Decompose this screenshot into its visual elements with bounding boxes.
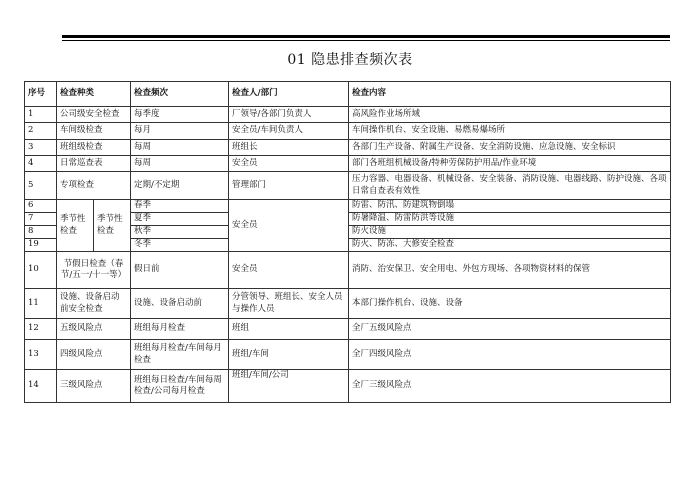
table-row: [25, 340, 671, 370]
row-content: 防雷、防汛、防建筑物倒塌: [349, 200, 671, 213]
row-content: 全厂五级风险点: [349, 319, 671, 340]
header-type: 检查种类: [57, 82, 131, 107]
row-no: 19: [25, 239, 57, 252]
row-content: 防火设施: [349, 226, 671, 239]
row-content: 压力容器、电器设备、机械设备、安全装备、消防设施、电器线路、防护设施、各项日常自查表有效性: [349, 172, 671, 200]
table-header-row: [25, 82, 671, 107]
row-type: 公司级安全检查: [57, 107, 131, 123]
row-frequency: 班组每日检查/车间每周检查/公司每月检查: [131, 370, 229, 403]
row-frequency: 每周: [131, 140, 229, 156]
top-rule-thick: [62, 35, 670, 38]
row-frequency: 设施、设备启动前: [131, 289, 229, 319]
table-row: [25, 289, 671, 319]
row-no: 6: [25, 200, 57, 213]
table-row: [25, 156, 671, 172]
table-row: [25, 172, 671, 200]
row-content: 车间操作机台、安全设施、易燃易爆场所: [349, 123, 671, 140]
row-no: 5: [25, 172, 57, 200]
row-type: 专项检查: [57, 172, 131, 200]
row-person: 厂领导/各部门负责人: [229, 107, 349, 123]
row-frequency: 定期/不定期: [131, 172, 229, 200]
row-no: 4: [25, 156, 57, 172]
row-person: 安全员/车间负责人: [229, 123, 349, 140]
row-no: 13: [25, 340, 57, 370]
row-content: 防暑降温、防雷防洪等设施: [349, 213, 671, 226]
row-no: 1: [25, 107, 57, 123]
seasonal-frequency-label: 季节性检查: [94, 200, 131, 252]
header-frequency: 检查频次: [131, 82, 229, 107]
table-row: [25, 123, 671, 140]
row-type: 车间级检查: [57, 123, 131, 140]
row-person: 安全员: [229, 156, 349, 172]
table-row: [25, 319, 671, 340]
row-type: 五级风险点: [57, 319, 131, 340]
row-frequency: 班组每月检查/车间每月检查: [131, 340, 229, 370]
seasonal-type: 季节性检查: [57, 200, 94, 252]
row-content: 本部门操作机台、设施、设备: [349, 289, 671, 319]
row-content: 各部门生产设备、附属生产设备、安全消防设施、应急设施、安全标识: [349, 140, 671, 156]
header-no: 序号: [25, 82, 57, 107]
row-content: 消防、治安保卫、安全用电、外包方现场、各项物资材料的保管: [349, 252, 671, 289]
table-row-seasonal: [25, 200, 671, 213]
row-no: 7: [25, 213, 57, 226]
row-person: 班组: [229, 319, 349, 340]
row-type: 设施、设备启动前安全检查: [57, 289, 131, 319]
row-person: 安全员: [229, 252, 349, 289]
row-content: 高风险作业场所域: [349, 107, 671, 123]
row-type: 日常巡查表: [57, 156, 131, 172]
table-row: [25, 252, 671, 289]
row-frequency: 假日前: [131, 252, 229, 289]
row-no: 14: [25, 370, 57, 403]
row-no: 11: [25, 289, 57, 319]
row-no: 3: [25, 140, 57, 156]
row-no: 10: [25, 252, 57, 289]
row-person: 班组/车间/公司: [229, 370, 349, 403]
row-type: 节假日检查（春节/五一/十一等）: [57, 252, 131, 289]
inspection-frequency-table: [24, 81, 671, 403]
row-frequency: 班组每月检查: [131, 319, 229, 340]
table-row: [25, 140, 671, 156]
row-no: 2: [25, 123, 57, 140]
row-type: 班组级检查: [57, 140, 131, 156]
row-person: 管理部门: [229, 172, 349, 200]
row-type: 四级风险点: [57, 340, 131, 370]
row-frequency: 每周: [131, 156, 229, 172]
season-spring: 春季: [131, 200, 229, 213]
row-frequency: 每季度: [131, 107, 229, 123]
row-person: 班组长: [229, 140, 349, 156]
season-autumn: 秋季: [131, 226, 229, 239]
season-winter: 冬季: [131, 239, 229, 252]
row-type: 三级风险点: [57, 370, 131, 403]
row-content: 防火、防冻、大修安全检查: [349, 239, 671, 252]
row-no: 8: [25, 226, 57, 239]
seasonal-person: 安全员: [229, 200, 349, 252]
row-content: 全厂三级风险点: [349, 370, 671, 403]
table-row: [25, 370, 671, 403]
row-person: 分管领导、班组长、安全人员与操作人员: [229, 289, 349, 319]
row-frequency: 每月: [131, 123, 229, 140]
page-title: 01 隐患排查频次表: [287, 52, 413, 68]
row-person: 班组/车间: [229, 340, 349, 370]
row-content: 部门各班组机械设备/特种劳保防护用品/作业环境: [349, 156, 671, 172]
header-person: 检查人/部门: [229, 82, 349, 107]
top-rule-thin: [62, 40, 670, 41]
table-row: [25, 107, 671, 123]
row-no: 12: [25, 319, 57, 340]
season-summer: 夏季: [131, 213, 229, 226]
header-content: 检查内容: [349, 82, 671, 107]
row-content: 全厂四级风险点: [349, 340, 671, 370]
